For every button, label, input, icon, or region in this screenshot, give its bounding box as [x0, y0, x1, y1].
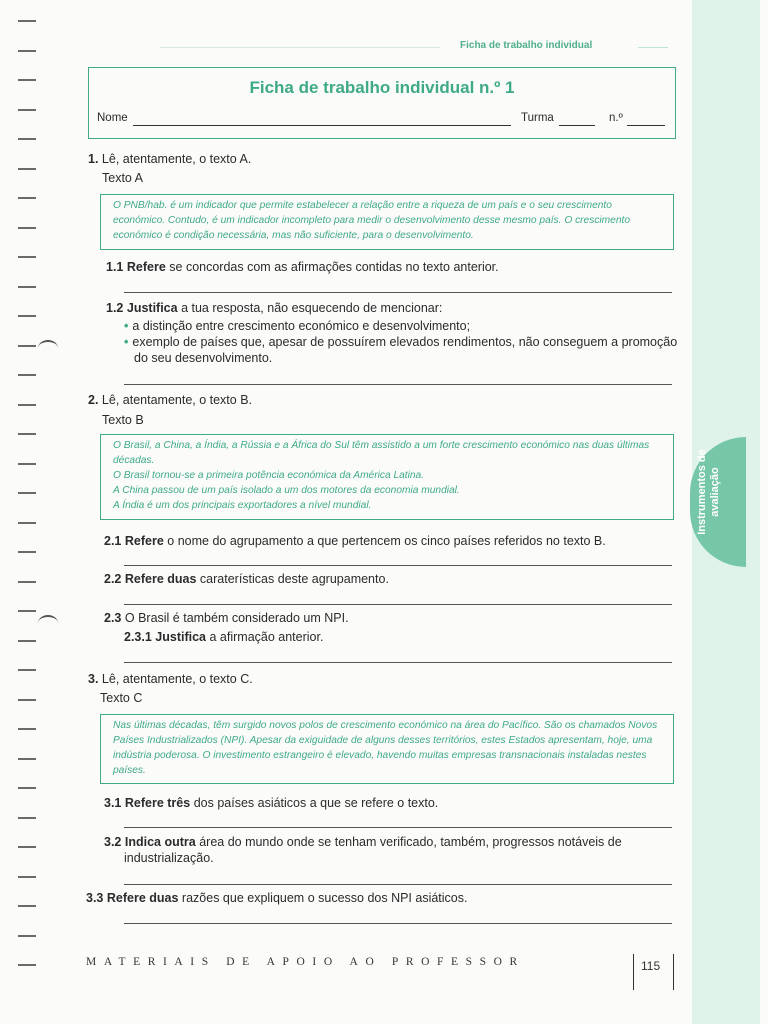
binding-mark	[18, 256, 36, 258]
bullet-item	[124, 318, 676, 334]
divider	[673, 954, 674, 990]
text-a-content: O PNB/hab. é um indicador que permite estabelecer a relação entre a riqueza de um país e o seu crescimento económico. Contudo, é um indicador incompleto para medir o desenvolvimento desse mesmo país. O crescimento económico é condição necessária, mas não suficiente, para o desenvolvimento.	[113, 200, 630, 241]
binding-mark	[18, 463, 36, 465]
answer-line-2-3-1[interactable]	[124, 662, 672, 663]
worksheet-title: Ficha de trabalho individual n.º 1	[249, 78, 515, 97]
answer-line-3-3[interactable]	[124, 923, 672, 924]
question-3-1	[104, 795, 438, 811]
binding-mark	[18, 728, 36, 730]
binding-mark	[18, 433, 36, 435]
binding-mark	[18, 20, 36, 22]
question-2-3	[104, 610, 349, 626]
question-verb: Refere duas	[124, 572, 197, 586]
question-number: 2.3.1	[124, 630, 152, 644]
question-text: Lê, atentamente, o texto C.	[101, 672, 253, 686]
question-number: 3.1	[104, 796, 122, 810]
bullet-text: exemplo de países que, apesar de possuírem elevados rendimentos, não conseguem a promoção do seu desenvolvimento.	[132, 335, 678, 365]
binding-mark	[18, 286, 36, 288]
question-number: 1.	[88, 152, 99, 166]
answer-line-2-2[interactable]	[124, 604, 672, 605]
page-number: 115	[641, 959, 661, 973]
question-1-1	[106, 259, 499, 275]
question-verb: Refere três	[124, 796, 191, 810]
text-c-label: Texto C	[100, 691, 143, 705]
bullet-item	[124, 334, 686, 366]
binding-mark	[18, 787, 36, 789]
binding-mark	[18, 935, 36, 937]
binding-mark	[18, 79, 36, 81]
question-1-prompt	[88, 151, 251, 167]
binding-mark	[18, 905, 36, 907]
binding-mark	[18, 758, 36, 760]
text-b-line: O Brasil tornou-se a primeira potência económica da América Latina.	[113, 470, 425, 481]
bullet-icon: •	[124, 319, 129, 333]
question-text: dos países asiáticos a que se refere o texto.	[193, 796, 439, 810]
binding-mark	[18, 315, 36, 317]
question-verb: Indica outra	[124, 835, 196, 849]
class-field-line[interactable]	[559, 125, 595, 126]
binding-mark	[18, 581, 36, 583]
number-field-line[interactable]	[627, 125, 665, 126]
footer-text: MATERIAIS DE APOIO AO PROFESSOR	[86, 956, 525, 968]
question-verb: Justifica	[126, 301, 178, 315]
question-text: a tua resposta, não esquecendo de mencionar:	[181, 301, 443, 315]
answer-line-3-1[interactable]	[124, 827, 672, 828]
binding-mark	[18, 699, 36, 701]
question-verb: Refere	[126, 260, 166, 274]
binding-mark	[18, 846, 36, 848]
question-text: O Brasil é também considerado um NPI.	[124, 611, 349, 625]
question-text: Lê, atentamente, o texto A.	[101, 152, 252, 166]
binding-mark	[18, 964, 36, 966]
binding-mark	[18, 876, 36, 878]
question-text: caraterísticas deste agrupamento.	[199, 572, 389, 586]
binding-mark	[18, 669, 36, 671]
question-2-1	[104, 533, 606, 549]
question-1-2	[106, 300, 676, 316]
answer-line-1-2[interactable]	[124, 384, 672, 385]
punch-hole-icon	[38, 615, 58, 631]
title-box	[88, 67, 676, 139]
question-text: o nome do agrupamento a que pertencem os cinco países referidos no texto B.	[167, 534, 606, 548]
running-header: Ficha de trabalho individual	[460, 40, 676, 54]
question-3-2	[104, 834, 696, 866]
question-text: Lê, atentamente, o texto B.	[101, 393, 253, 407]
page-number-box	[633, 950, 675, 990]
question-3-3	[86, 890, 468, 906]
binding-mark	[18, 374, 36, 376]
answer-line-1-1[interactable]	[124, 292, 672, 293]
question-number: 2.3	[104, 611, 122, 625]
question-number: 2.2	[104, 572, 122, 586]
answer-line-3-2[interactable]	[124, 884, 672, 885]
binding-mark	[18, 551, 36, 553]
binding-mark	[18, 109, 36, 111]
binding-mark	[18, 345, 36, 347]
bullet-icon: •	[124, 335, 129, 349]
name-field-line[interactable]	[133, 125, 511, 126]
question-2-2	[104, 571, 389, 587]
binding-mark	[18, 610, 36, 612]
question-3-prompt	[88, 671, 253, 687]
binding-mark	[18, 640, 36, 642]
question-2-3-1	[124, 629, 323, 645]
number-label: n.º	[609, 112, 623, 124]
punch-hole-icon	[38, 340, 58, 356]
question-text: a afirmação anterior.	[209, 630, 324, 644]
question-2-prompt	[88, 392, 252, 408]
name-label: Nome	[97, 112, 128, 124]
question-number: 1.2	[106, 301, 124, 315]
binding-mark	[18, 227, 36, 229]
section-tab	[690, 437, 746, 567]
question-text: razões que expliquem o sucesso dos NPI asiáticos.	[181, 891, 468, 905]
question-text: área do mundo onde se tenham verificado, também, progressos notáveis de industrialização.	[124, 835, 622, 865]
binding-mark	[18, 522, 36, 524]
binding-mark	[18, 404, 36, 406]
text-b-line: O Brasil, a China, a Índia, a Rússia e a África do Sul têm assistido a um forte crescimento económico nas duas últimas décadas.	[113, 440, 650, 466]
question-verb: Refere duas	[106, 891, 179, 905]
text-b-line: A China passou de um país isolado a um dos motores da economia mundial.	[113, 485, 460, 496]
question-number: 3.2	[104, 835, 122, 849]
binding-mark	[18, 168, 36, 170]
question-verb: Justifica	[155, 630, 207, 644]
question-number: 1.1	[106, 260, 124, 274]
question-number: 3.	[88, 672, 99, 686]
question-verb: Refere	[124, 534, 164, 548]
question-number: 2.1	[104, 534, 122, 548]
binding-mark	[18, 138, 36, 140]
binding-mark	[18, 50, 36, 52]
text-a-box	[100, 194, 674, 250]
text-c-box	[100, 714, 674, 784]
divider	[633, 954, 634, 990]
student-fields	[97, 112, 667, 128]
text-b-box	[100, 434, 674, 520]
binding-mark	[18, 197, 36, 199]
answer-line-2-1[interactable]	[124, 565, 672, 566]
question-text: se concordas com as afirmações contidas no texto anterior.	[169, 260, 499, 274]
text-b-label: Texto B	[102, 413, 144, 427]
binding-mark	[18, 492, 36, 494]
question-number: 3.3	[86, 891, 104, 905]
question-number: 2.	[88, 393, 99, 407]
text-b-line: A Índia é um dos principais exportadores a nível mundial.	[113, 500, 372, 511]
class-label: Turma	[521, 112, 554, 124]
section-tab-label: Instrumentos de avaliação	[696, 449, 721, 535]
binding-mark	[18, 817, 36, 819]
bullet-text: a distinção entre crescimento económico e desenvolvimento;	[132, 319, 471, 333]
text-a-label: Texto A	[102, 171, 143, 185]
text-c-content: Nas últimas décadas, têm surgido novos polos de crescimento económico na área do Pacífico. São os chamados Novos Países Industrializados (NPI). Apesar da exiguidade de alguns desses territórios, estes Estados apresentam, hoje, uma indústria poderosa. O investimento estrangeiro é elevado, havendo muitas empresas transnacionais instaladas nestes países.	[113, 720, 658, 776]
